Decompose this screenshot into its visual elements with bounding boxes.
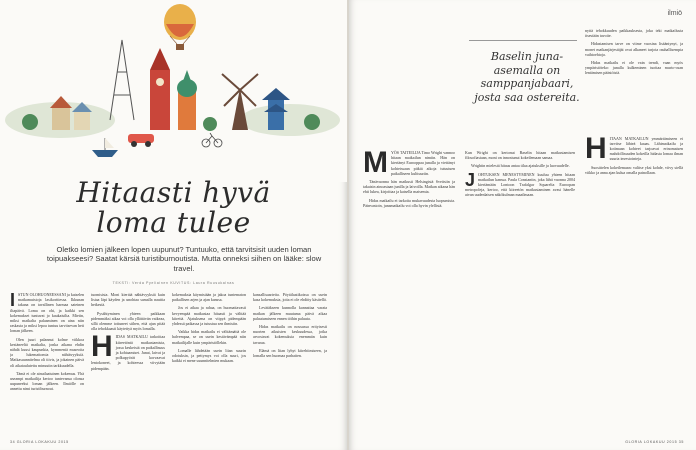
- paragraph: Pysähtyminen yhteen paikkaan pidemmäksi aikaa voi olla yllättävän vaikeaa, sillä olemme tottuneet siihen, että ajan pitää olla tehokkaasti käytettyä myös lomalla.: [91, 310, 165, 332]
- paragraph: Vaikka hidas matkailu ei välttämättä ole halvempaa, se on usein kestävämpää niin matkailijalle kuin ympäristöllekin.: [172, 329, 246, 345]
- lede: Oletko lomien jälkeen lopen uupunut? Tuntuuko, että tarvitsisit uuden loman toipuakseesi? Saatat kärsiä turistiburnoutista. Mutta onneksi siihen on lääke: slow travel.: [46, 245, 322, 273]
- paragraph: Wrightin mielestä hitaus antaa tilaa ajatuksille ja luovuudelle.: [471, 163, 570, 169]
- footer-right: GLORIA LOKAKUU 2015 35: [625, 440, 684, 444]
- divider: [469, 40, 577, 41]
- paragraph: Suosittelen kokeilemaan: valitse yksi kohde, viivy siellä viikko ja anna ajan kulua omalla painollaan.: [585, 164, 683, 175]
- headline-line1: Hitaasti hyvä: [76, 176, 271, 209]
- pull-quote: Baselin juna-asemalla on samppanjabaari, josta saa ostereita.: [474, 50, 580, 104]
- headline: [0, 178, 347, 238]
- dropcap: J: [465, 169, 476, 190]
- left-col-3: [172, 292, 246, 432]
- dropcap: H: [585, 131, 607, 165]
- paragraph: Levätäkseen kunnolla kannattaa varata matkan jälkeen muutama päivä aikaa palautumiseen ennen töihin paluuta.: [253, 305, 327, 321]
- right-col-2: [465, 150, 575, 430]
- paragraph: Tämä ei ole ainutlaatuinen kokemus. Yhä useampi matkailija kertoo tuntevansa olonsa uupuneeksi loman jälkeen. Ilmiölle on annettu nimi turistiburnout.: [10, 370, 84, 392]
- dropcap: I: [10, 292, 16, 310]
- paragraph: YÖS TAITEILIJA Timo Wright vannoo hitaan matkailun nimiin. Hän on kiertänyt Eurooppaa junalla ja viettänyt kohteissaan pitkiä aikoja tutustuen paikalliseen kulttuuriin.: [391, 150, 455, 176]
- paragraph: nyttä tehokkuuden paikkauksesta, joka teki matkailusta itsestään tavoite.: [585, 28, 683, 39]
- paragraph: Elämä on liian lyhyt kiirehtimiseen, ja lomalla sen huomaa parhaiten.: [253, 347, 327, 359]
- paragraph: Hidas matkailu ei tarkoita mukavuudesta luopumista. Päinvastoin, junamatkailu voi olla hyvin ylellistä.: [363, 197, 455, 208]
- footer-left: 34 GLORIA LOKAKUU 2015: [10, 440, 69, 444]
- left-col-4: [253, 292, 327, 432]
- paragraph: Lomalle lähdetään usein liian suurin odotuksin, ja pettymys voi olla suuri, jos kaikki ei mene suunnitelmien mukaan.: [172, 347, 246, 364]
- right-col-3: [585, 28, 683, 428]
- paragraph: Hidas matkailu ei ole vain trendi, vaan myös ympäristöteko: junalla kulkeminen tuottaa murto-osan lentämisen päästöistä.: [585, 60, 683, 76]
- headline-line2: loma tulee: [96, 206, 251, 239]
- paragraph: STUN OLOHUONEESSANI ja katselen matkamuistoja lasikorttiessa. Ikkunan takana on tavallinen harmaa sateinen iltapäivä. Loma on ohi, ja kaikki sen kokemukset tuntuvat jo kaukaisilta. Mietin, miksi matkalta palaaminen on aina niin raskasta ja miksi lepoa tuntuu tarvitsevan heti loman jälkeen.: [10, 292, 84, 334]
- right-page: [349, 0, 696, 450]
- dropcap: H: [91, 330, 113, 364]
- left-col-1: [10, 292, 84, 432]
- paragraph: kansallisaarteita. Pöytälaatikoissa on usein kasa kokemuksia, joita ei ole ehditty käsitellä.: [253, 292, 327, 303]
- paragraph: Tänävuonna hän matkusti Helsingistä Sveitsiin ja takaisin ainoastaan junilla ja laivoilla. Matkan aikana hän ehti lukea, kirjoittaa ja katsella maisemia.: [363, 179, 455, 195]
- paragraph: Jos ei aikaa ja rahaa, on huomattavasti kevyempää matkustaa hitaasti ja välttää kiirettä. Ajatuksena on viipyä pidempään yhdessä paikassa ja tutustua sen ihmisiin.: [172, 305, 246, 327]
- section-tag: ilmiö: [667, 10, 682, 17]
- right-col-1: [363, 150, 455, 430]
- left-page: [0, 0, 347, 450]
- paragraph: Hidastamisen tarve on viime vuosina lisääntynyt, ja monet matkanjärjestäjät ovat alkaneet tarjota rauhallisempia vaihtoehtoja.: [585, 41, 683, 57]
- paragraph: Kun Wright on kertonut Baselin hitaan matkustamisen filosofiastaan, moni on innostunut kokeilemaan samaa.: [465, 150, 575, 161]
- dropcap: M: [363, 150, 388, 179]
- paragraph: Olen juuri palannut kolme viikkoa kestäneeltä matkalta, jonka aikana ehdin nähdä kuusi kaupunkia, kymmeniä museoita ja lukemattomia nähtävyyksiä. Matkasuunnitelma oli tiivis, ja jokainen päivä oli aikataulutettu minuutin tarkkuudella.: [10, 336, 84, 368]
- paragraph: kokemuksia käymistään ja jakoa tuntematon paikallisen arjen ja ajan kanssa.: [172, 292, 246, 303]
- credit: TEKSTI: Verda Pyeliainen KUVITUS: Laura Ruusukalnas: [112, 281, 235, 285]
- paragraph: IDAS MATKAILU tarkoittaa kiireetöntä matkustamista, jossa keskeistä on paikallisuus ja kohtaamiset. Junat, laivat ja polkupyörät korvaavat lentokoneet, ja kohteessa viivytään pidempään.: [91, 334, 165, 371]
- paragraph: ITAAN MATKAILUN ymmärtämiseen ei tarvitse lähteä kauas. Lähimatkailu ja kotimaan kohteet tarjoavat erinomaisen mahdollisuuden kokeilla hidasta lomaa ilman suuria investointeja.: [609, 135, 683, 162]
- left-col-2: [91, 292, 165, 432]
- paragraph: Hidas matkailu on nousussa erityisesti nuorten aikuisten keskuudessa, jotka arvostavat kokemuksia enemmän kuin tavaraa.: [253, 324, 327, 345]
- paragraph: OHTUKSEN MENESTYMINEN kuuluu yhteen hitaan matkailun kanssa. Paula Constantin, joka lähti vuonna 2004 kiertämään Lontoon Trafalgar Squarelta Euroopan metropoleja, kertoo, että kiireetön matkustaminen avasi hänelle aivan uudenlaisen näkökulman maailmaan.: [465, 171, 575, 198]
- travel-illustration: [0, 0, 347, 182]
- paragraph: tuomisista. Moni kiertää nähtävyyksiä kuin listaa läpi käyden ja unohtaa samalla nauttia hetkestä.: [91, 292, 165, 308]
